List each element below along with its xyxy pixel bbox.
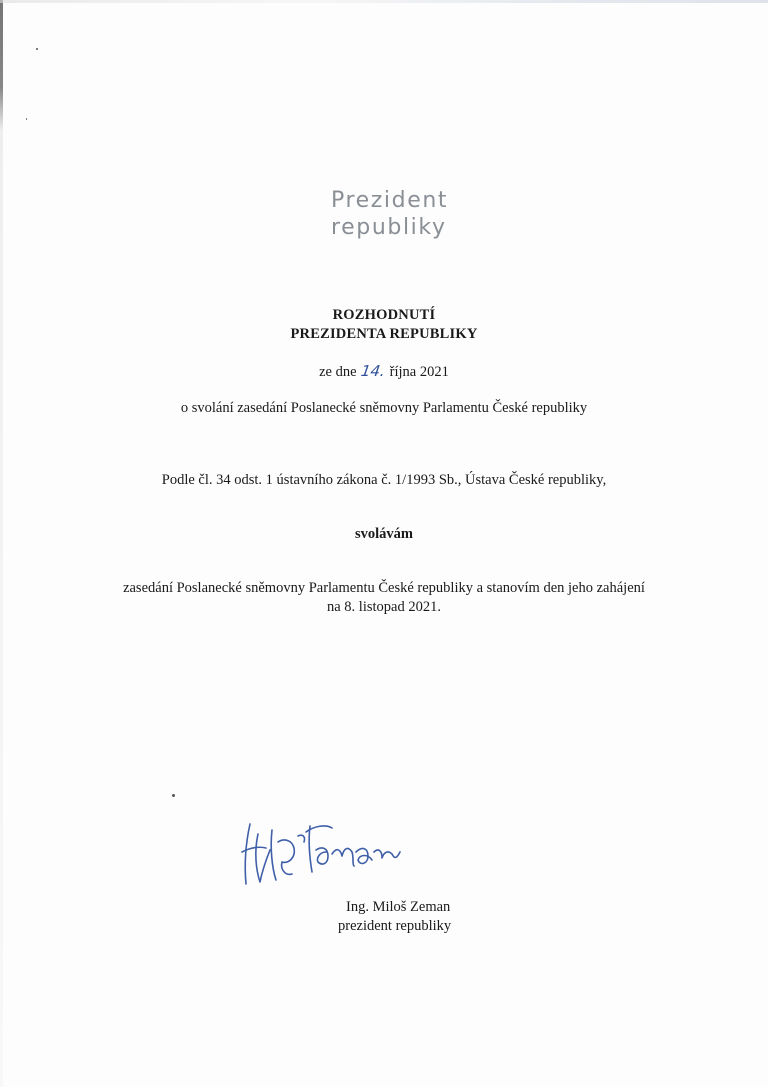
office-logo (331, 187, 448, 241)
heading-line-2: PREZIDENTA REPUBLIKY (290, 326, 478, 342)
body-line-2: na 8. listopad 2021. (327, 599, 441, 615)
body-line-1: zasedání Poslanecké sněmovny Parlamentu České republiky a stanovím den jeho zahájení (123, 580, 645, 596)
legal-basis: Podle čl. 34 odst. 1 ústavního zákona č. 1/1993 Sb., Ústava České republiky, (161, 472, 607, 488)
decision-date (0, 362, 768, 382)
signer-title: prezident republiky (338, 918, 452, 934)
date-day-handwritten: 14. (359, 362, 387, 380)
decision-heading (0, 306, 768, 344)
signer-name: Ing. Miloš Zeman (346, 899, 451, 915)
signer-block (338, 898, 451, 936)
heading-line-1: ROZHODNUTÍ (332, 307, 436, 323)
handwritten-signature (236, 812, 406, 892)
date-prefix: ze dne (319, 364, 357, 380)
decision-subject: o svolání zasedání Poslanecké sněmovny Parlamentu České republiky (180, 400, 588, 416)
scan-speck (172, 794, 175, 797)
scan-edge-top (0, 0, 768, 3)
scan-speck (26, 118, 27, 120)
logo-line-2: republiky (331, 215, 447, 240)
date-suffix: října 2021 (389, 364, 449, 380)
decision-verb: svolávám (355, 526, 413, 542)
scan-speck (36, 48, 38, 50)
logo-line-1: Prezident (331, 188, 449, 213)
decision-body (0, 579, 768, 617)
